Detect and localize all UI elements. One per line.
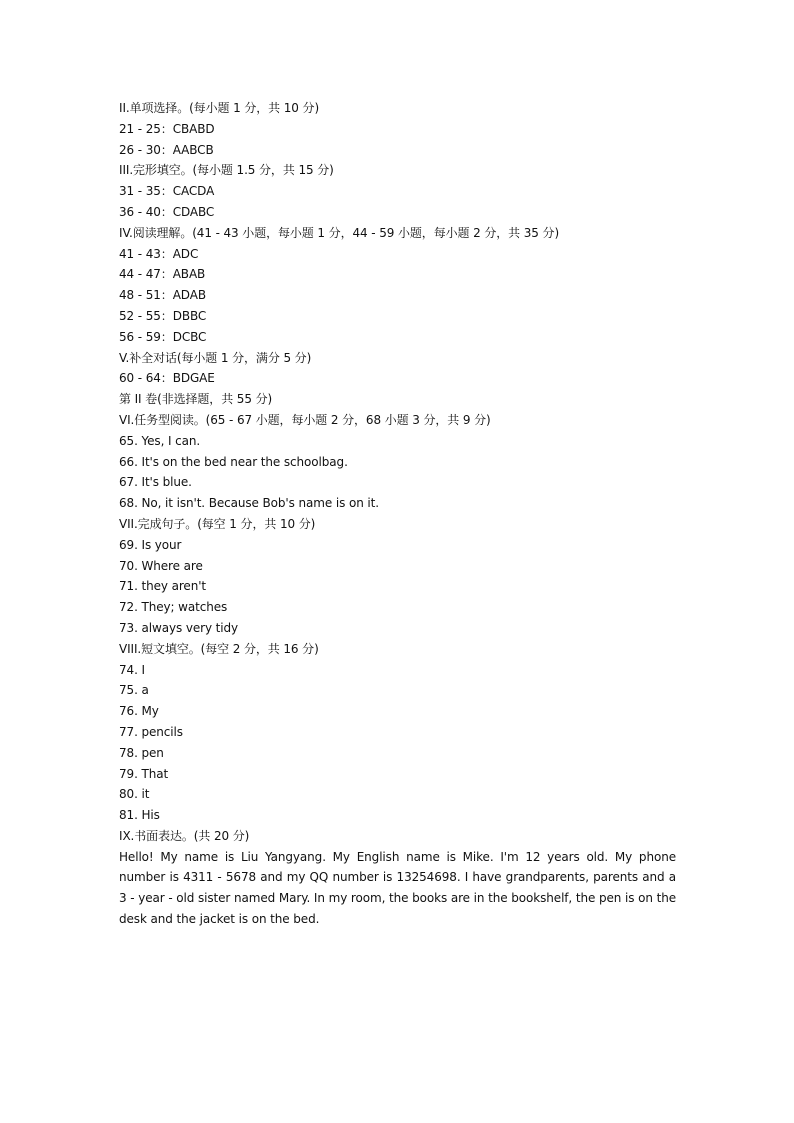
answer-line: 78. pen xyxy=(119,745,164,760)
section-heading-reading: IV.阅读理解。(41 - 43 小题，每小题 1 分，44 - 59 小题，每小题 2 分，共 35 分) xyxy=(119,225,560,240)
answer-line: 75. a xyxy=(119,683,149,698)
section-heading-writing: IX.书面表达。(共 20 分) xyxy=(119,828,250,843)
answer-line: 65. Yes, I can. xyxy=(119,433,201,448)
answer-line: 56 - 59：DCBC xyxy=(119,329,207,344)
volume-heading: 第 II 卷(非选择题，共 55 分) xyxy=(119,392,273,407)
section-heading-passage-fill: VIII.短文填空。(每空 2 分，共 16 分) xyxy=(119,641,319,656)
answer-line: 52 - 55：DBBC xyxy=(119,308,207,323)
answer-line: 31 - 35：CACDA xyxy=(119,184,215,199)
answer-line: 80. it xyxy=(119,787,150,802)
answer-line: 81. His xyxy=(119,808,160,823)
answer-line: 77. pencils xyxy=(119,724,183,739)
answer-line: 67. It's blue. xyxy=(119,475,192,490)
section-heading-cloze: III.完形填空。(每小题 1.5 分，共 15 分) xyxy=(119,163,334,178)
answer-line: 70. Where are xyxy=(119,558,203,573)
answer-line: 26 - 30：AABCB xyxy=(119,142,214,157)
answer-line: 74. I xyxy=(119,662,145,677)
answer-line: 44 - 47：ABAB xyxy=(119,267,206,282)
section-heading-task-reading: VI.任务型阅读。(65 - 67 小题，每小题 2 分，68 小题 3 分，共 9 分) xyxy=(119,412,491,427)
answer-line: 73. always very tidy xyxy=(119,620,239,635)
answer-line: 41 - 43：ADC xyxy=(119,246,199,261)
answer-line: 76. My xyxy=(119,704,159,719)
answer-line: 48 - 51：ADAB xyxy=(119,288,206,303)
answer-line: 71. they aren't xyxy=(119,579,207,594)
answer-line: 68. No, it isn't. Because Bob's name is on it. xyxy=(119,496,379,511)
section-heading-single-choice: II.单项选择。(每小题 1 分，共 10 分) xyxy=(119,101,320,115)
answer-key-page xyxy=(119,98,676,930)
answer-line: 60 - 64：BDGAE xyxy=(119,371,215,386)
answer-line: 66. It's on the bed near the schoolbag. xyxy=(119,454,348,469)
sample-essay: Hello! My name is Liu Yangyang. My English name is Mike. I'm 12 years old. My phone number is 4311 - 5678 and my QQ number is 13254698. I have grandparents, parents and a 3 - year - old sister named Mary. In my room, the books are in the bookshelf, the pen is on the desk and the jacket is on the bed. xyxy=(119,849,676,927)
answer-line: 69. Is your xyxy=(119,537,182,552)
answer-line: 72. They; watches xyxy=(119,600,228,615)
answer-line: 21 - 25：CBABD xyxy=(119,121,215,136)
section-heading-sentences: VII.完成句子。(每空 1 分，共 10 分) xyxy=(119,516,316,531)
answer-line: 36 - 40：CDABC xyxy=(119,204,215,219)
section-heading-dialogue: V.补全对话(每小题 1 分，满分 5 分) xyxy=(119,350,312,365)
answer-line: 79. That xyxy=(119,766,169,781)
